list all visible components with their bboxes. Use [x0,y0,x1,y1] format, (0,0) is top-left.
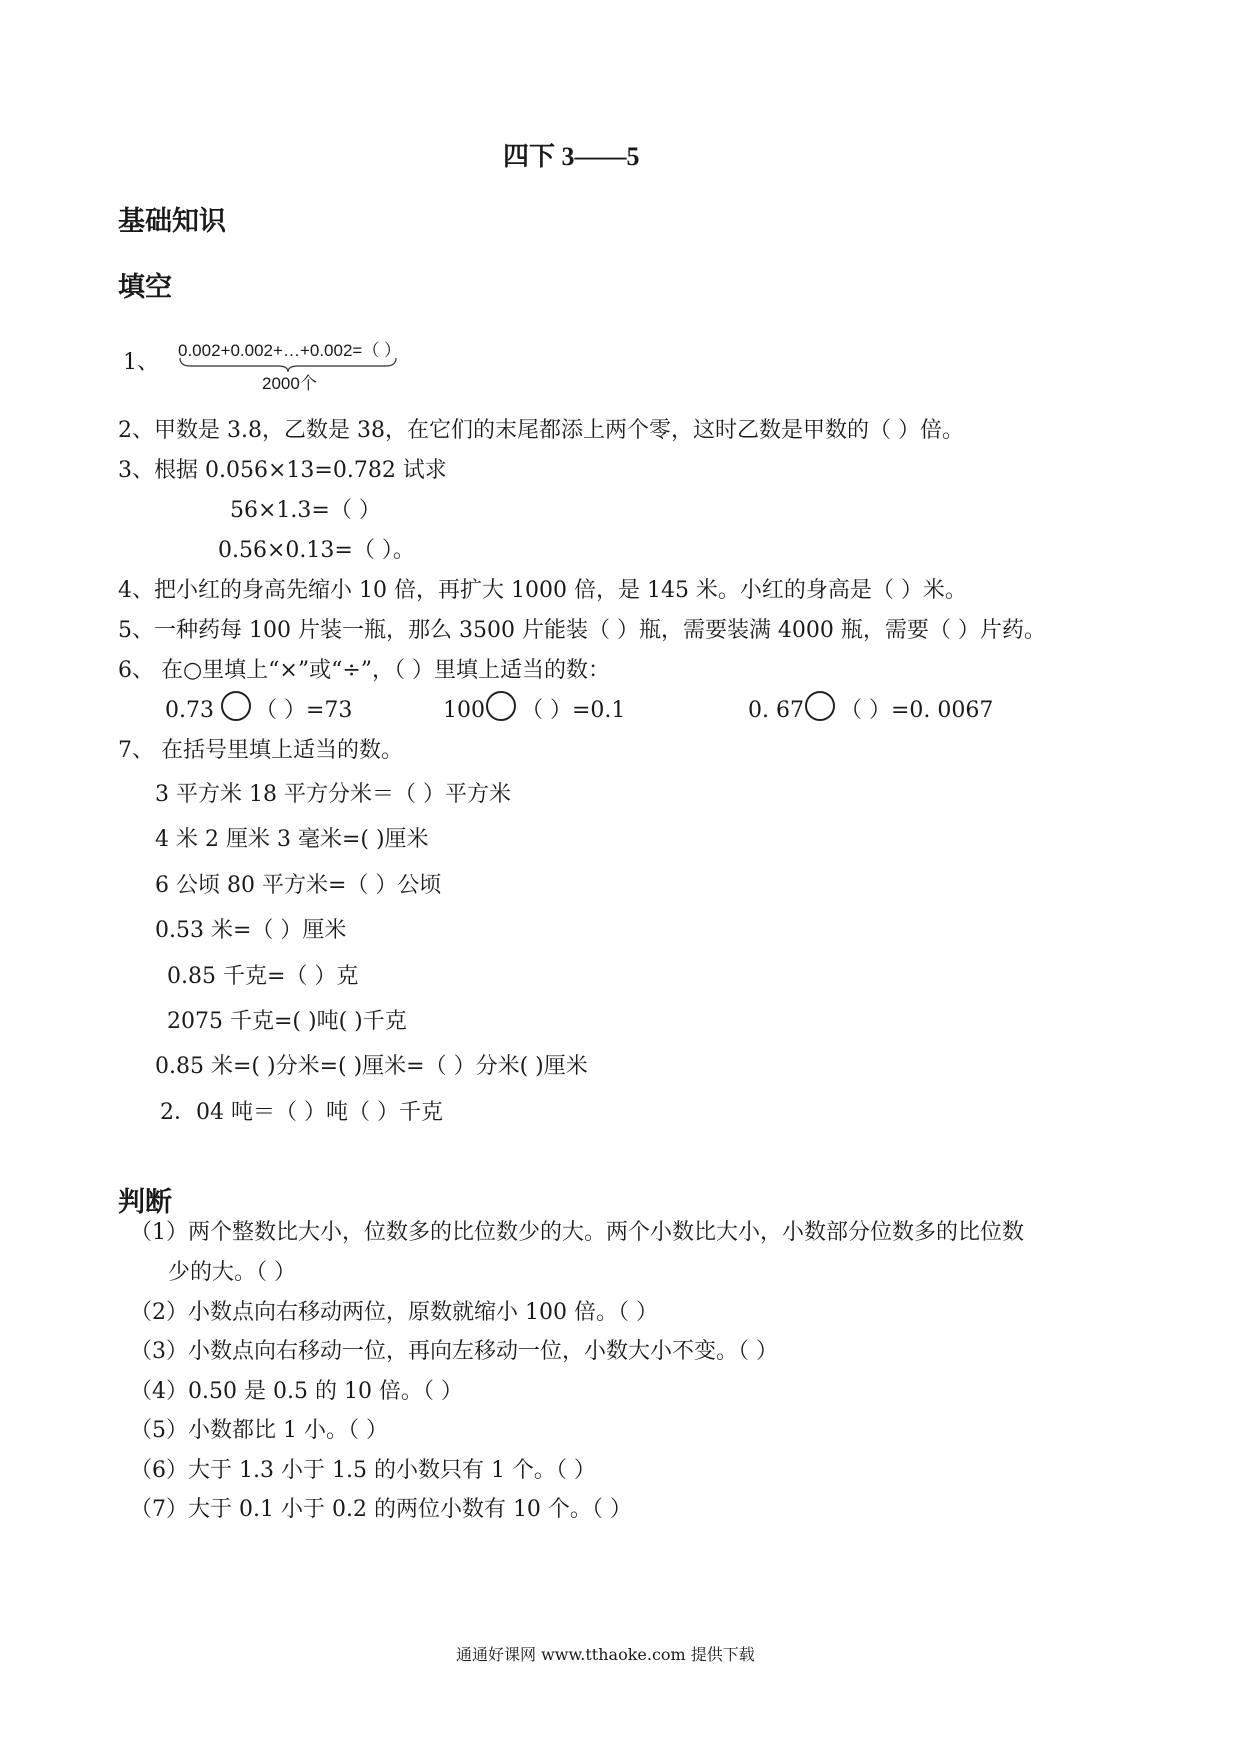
q6-item2-left: 100 [443,698,485,723]
q1-number: 1、 [123,350,159,375]
footer-text: 通通好课网 www.tthaoke.com 提供下载 [456,1645,755,1664]
q7-item-4: 0.53 米=（ ）厘米 [155,918,347,943]
q7-item-6: 2075 千克=( )吨( )千克 [167,1009,407,1034]
section-judge-heading: 判断 [118,1187,172,1218]
q7-item-1: 3 平方米 18 平方分米＝（ ）平方米 [155,782,511,807]
judge-item-4: （4）0.50 是 0.5 的 10 倍。（ ） [130,1379,463,1404]
q7-item-2: 4 米 2 厘米 3 毫米=( )厘米 [155,827,429,852]
judge-item-6: （6）大于 1.3 小于 1.5 的小数只有 1 个。（ ） [130,1458,596,1483]
q4-text: 4、把小红的身高先缩小 10 倍，再扩大 1000 倍，是 145 米。小红的身高是（ ）米。 [118,578,967,603]
q6-item3-left: 0. 67 [748,698,804,723]
q6-circle-1[interactable] [221,691,251,721]
q6-item2-right: （ ）=0.1 [521,698,626,723]
q6-circle-3[interactable] [805,691,835,721]
judge-item-2: （2）小数点向右移动两位，原数就缩小 100 倍。（ ） [130,1300,658,1325]
q7-item-3: 6 公顷 80 平方米=（ ）公顷 [155,873,442,898]
q3-b: 0.56×0.13=（ ）。 [218,538,415,563]
judge-item-5: （5）小数都比 1 小。（ ） [130,1418,388,1443]
q1-expression: 0.002+0.002+…+0.002=（ ） [178,341,402,360]
q1-brace-label: 2000个 [262,374,317,393]
q2-text: 2、甲数是 3.8，乙数是 38，在它们的末尾都添上两个零，这时乙数是甲数的（ ）倍。 [118,418,964,443]
q3-a: 56×1.3=（ ） [230,498,381,523]
judge-item-7: （7）大于 0.1 小于 0.2 的两位小数有 10 个。（ ） [130,1497,632,1522]
page-title: 四下 3——5 [503,142,640,171]
judge-item-1: （1）两个整数比大小，位数多的比位数少的大。两个小数比大小，小数部分位数多的比位数 [130,1220,1025,1245]
q6-item3-right: （ ）=0. 0067 [840,698,994,723]
q6-stem: 6、 在○里填上“×”或“÷”，（ ）里填上适当的数： [118,658,611,683]
judge-item-3: （3）小数点向右移动一位，再向左移动一位，小数大小不变。（ ） [130,1339,778,1364]
q6-item1-left: 0.73 [165,698,214,723]
judge-item-1-cont: 少的大。（ ） [168,1260,296,1285]
q5-text: 5、一种药每 100 片装一瓶，那么 3500 片能装（ ）瓶，需要装满 4000 瓶，需要（ ）片药。 [118,618,1046,643]
q6-item1-right: （ ）=73 [255,698,353,723]
q7-item-5: 0.85 千克=（ ）克 [167,964,359,989]
q7-item-8: 2．04 吨＝（ ）吨（ ）千克 [160,1100,443,1125]
q6-circle-2[interactable] [486,691,516,721]
q3-stem: 3、根据 0.056×13=0.782 试求 [118,458,447,483]
q7-item-7: 0.85 米=( )分米=( )厘米=（ ）分米( )厘米 [155,1054,588,1079]
section-basic-heading: 基础知识 [118,206,226,237]
q7-stem: 7、 在括号里填上适当的数。 [118,738,403,763]
section-fill-heading: 填空 [118,272,172,303]
